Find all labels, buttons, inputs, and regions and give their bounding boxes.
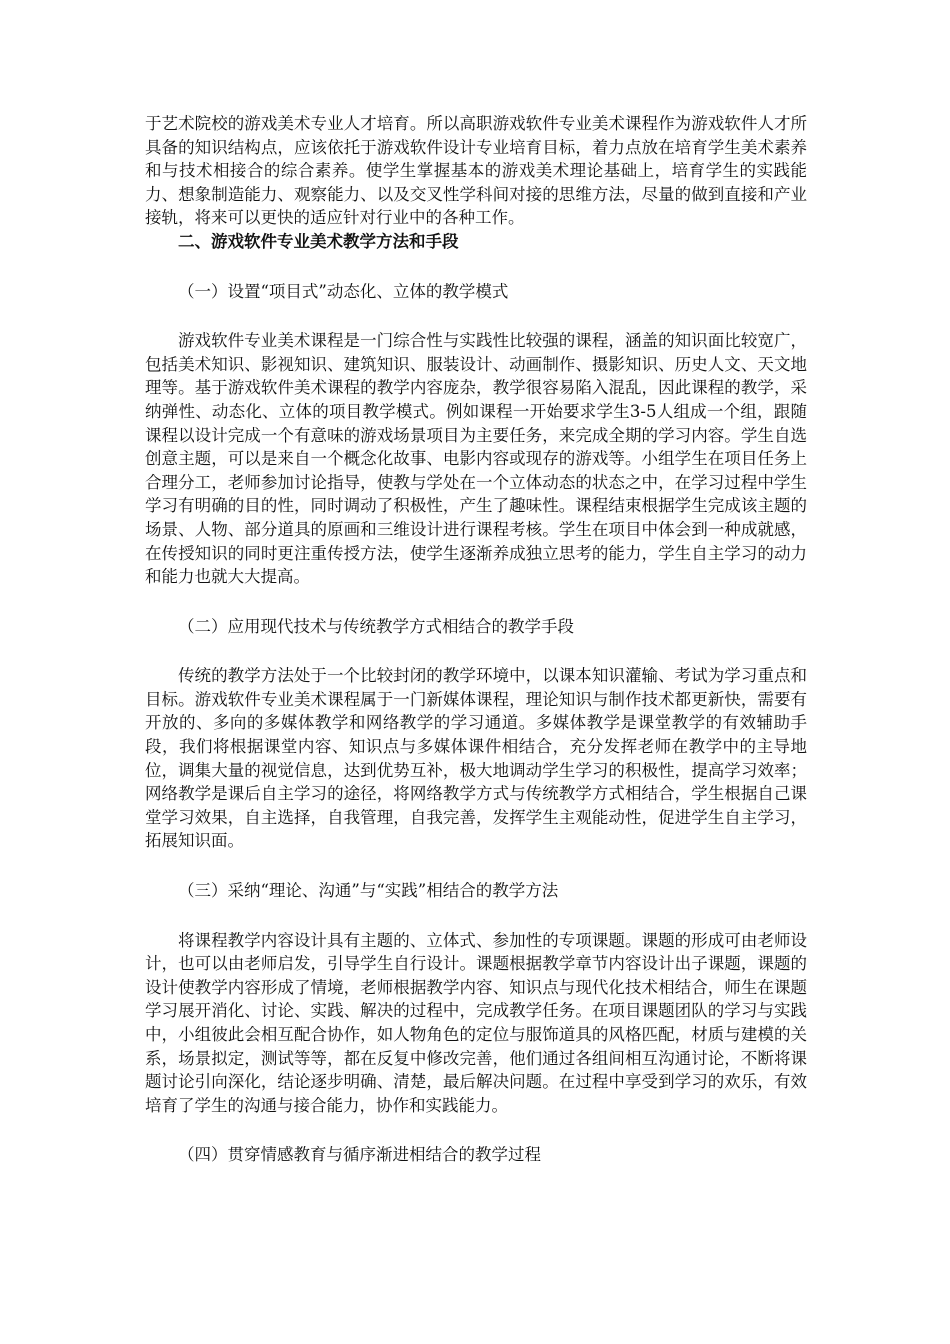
subsection-paragraph-2: 传统的教学方法处于一个比较封闭的教学环境中，以课本知识灌输、考试为学习重点和目标。游戏软件专业美术课程属于一门新媒体课程，理论知识与制作技术都更新快，需要有开放的、多向的多媒体教学和网络教学的学习通道。多媒体教学是课堂教学的有效辅助手段，我们将根据课堂内容、知识点与多媒体课件相结合，充分发挥老师在教学中的主导地位，调集大量的视觉信息，达到优势互补，极大地调动学生学习的积极性，提高学习效率；网络教学是课后自主学习的途径，将网络教学方式与传统教学方式相结合，学生根据自己课堂学习效果，自主选择，自我管理，自我完善，发挥学生主观能动性，促进学生自主学习，拓展知识面。 [145, 666, 807, 851]
subsection-heading-2: （二）应用现代技术与传统教学方式相结合的教学手段 [178, 616, 574, 636]
subsection-heading-4: （四）贯穿情感教育与循序渐进相结合的教学过程 [178, 1145, 541, 1165]
subsection-paragraph-1: 游戏软件专业美术课程是一门综合性与实践性比较强的课程，涵盖的知识面比较宽广，包括美术知识、影视知识、建筑知识、服装设计、动画制作、摄影知识、历史人文、天文地理等。基于游戏软件美术课程的教学内容庞杂，教学很容易陷入混乱，因此课程的教学，采纳弹性、动态化、立体的项目教学模式。例如课程一开始要求学生3-5人组成一个组，跟随课程以设计完成一个有意味的游戏场景项目为主要任务，来完成全期的学习内容。学生自选创意主题，可以是来自一个概念化故事、电影内容或现存的游戏等。小组学生在项目任务上合理分工，老师参加讨论指导，使教与学处在一个立体动态的状态之中，在学习过程中学生学习有明确的目的性，同时调动了积极性，产生了趣味性。课程结束根据学生完成该主题的场景、人物、部分道具的原画和三维设计进行课程考核。学生在项目中体会到一种成就感，在传授知识的同时更注重传授方法，使学生逐渐养成独立思考的能力，学生自主学习的动力和能力也就大大提高。 [145, 331, 807, 587]
subsection-heading-3: （三）采纳“理论、沟通”与“实践”相结合的教学方法 [178, 881, 559, 901]
subsection-paragraph-3: 将课程教学内容设计具有主题的、立体式、参加性的专项课题。课题的形成可由老师设计，也可以由老师启发，引导学生自行设计。课题根据教学章节内容设计出子课题，课题的设计使教学内容形成了情境，老师根据教学内容、知识点与现代化技术相结合，师生在课题学习展开消化、讨论、实践、解决的过程中，完成教学任务。在项目课题团队的学习与实践中，小组彼此会相互配合协作，如人物角色的定位与服饰道具的风格匹配，材质与建模的关系，场景拟定，测试等等，都在反复中修改完善，他们通过各组间相互沟通讨论，不断将课题讨论引向深化，结论逐步明确、清楚，最后解决问题。在过程中享受到学习的欢乐，有效培育了学生的沟通与接合能力，协作和实践能力。 [145, 930, 807, 1115]
opening-paragraph: 于艺术院校的游戏美术专业人才培育。所以高职游戏软件专业美术课程作为游戏软件人才所具备的知识结构点，应该依托于游戏软件设计专业培育目标，着力点放在培育学生美术素养和与技术相接合的综合素养。使学生掌握基本的游戏美术理论基础上，培育学生的实践能力、想象制造能力、观察能力、以及交叉性学科间对接的思维方法，尽量的做到直接和产业接轨，将来可以更快的适应针对行业中的各种工作。 [145, 114, 807, 228]
subsection-heading-1: （一）设置“项目式”动态化、立体的教学模式 [178, 281, 509, 301]
section-heading: 二、游戏软件专业美术教学方法和手段 [178, 231, 459, 251]
document-page [145, 112, 807, 1193]
